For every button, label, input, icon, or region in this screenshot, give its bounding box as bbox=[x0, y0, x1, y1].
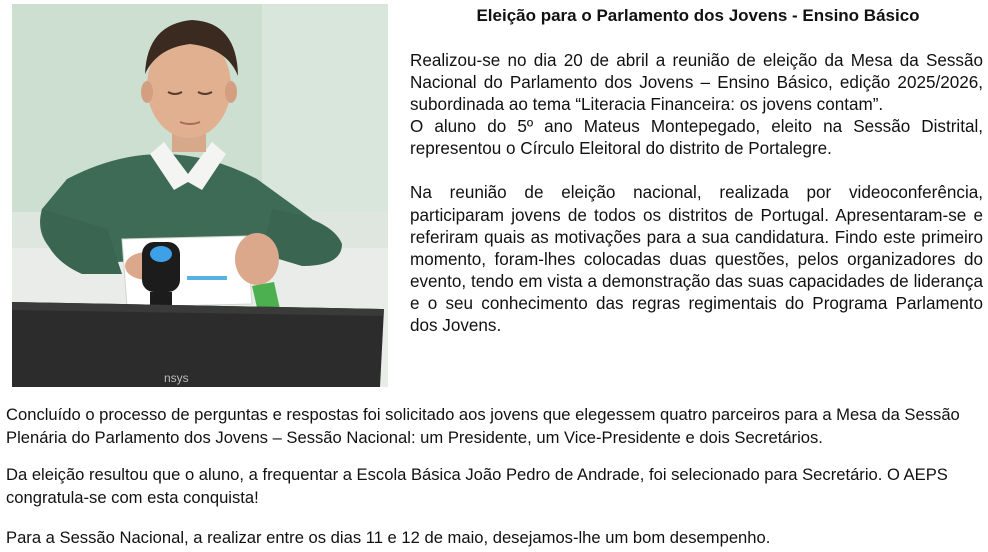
paragraph-spacer bbox=[410, 160, 983, 182]
paragraph-election-result bbox=[6, 463, 986, 509]
student-at-laptop-photo bbox=[12, 4, 388, 387]
paragraph-election-meeting: Realizou-se no dia 20 de abril a reunião de eleição da Mesa da Sessão Nacional do Parlamento dos Jovens – Ensino Básico, edição 2025/2026, subordinada ao tema “Literacia Financeira: os jovens contam”. bbox=[410, 51, 983, 115]
paragraph-national-session bbox=[6, 526, 986, 549]
article-title: Eleição para o Parlamento dos Jovens - Ensino Básico bbox=[476, 6, 920, 25]
paragraph-student-representative: O aluno do 5º ano Mateus Montepegado, eleito na Sessão Distrital, representou o Círculo Eleitoral do distrito de Portalegre. bbox=[410, 117, 983, 159]
laptop-brand-label: nsys bbox=[164, 371, 189, 385]
article-column-text bbox=[410, 50, 983, 337]
paragraph-election-process bbox=[6, 403, 986, 449]
paragraph-national-session-text: Para a Sessão Nacional, a realizar entre os dias 11 e 12 de maio, desejamos-lhe um bom desempenho. bbox=[6, 528, 771, 547]
paragraph-election-process-text: Concluído o processo de perguntas e respostas foi solicitado aos jovens que elegessem quatro parceiros para a Mesa da Sessão Plenária do Parlamento dos Jovens – Sessão Nacional: um Presidente, um Vice-Presidente e dois Secretários. bbox=[6, 405, 960, 447]
paragraph-election-result-text: Da eleição resultou que o aluno, a frequentar a Escola Básica João Pedro de Andrade, foi selecionado para Secretário. O AEPS congratula-se com esta conquista! bbox=[6, 465, 948, 507]
article-photo bbox=[12, 4, 388, 387]
paragraph-videoconference: Na reunião de eleição nacional, realizada por videoconferência, participaram jovens de todos os distritos de Portugal. Apresentaram-se e referiram quais as motivações para a sua candidatura. Findo este primeiro momento, foram-lhes colocadas duas questões, pelos organizadores do evento, tendo em vista a demonstração das suas capacidades de liderança e o seu conhecimento das regras regimentais do Programa Parlamento dos Jovens. bbox=[410, 183, 983, 336]
